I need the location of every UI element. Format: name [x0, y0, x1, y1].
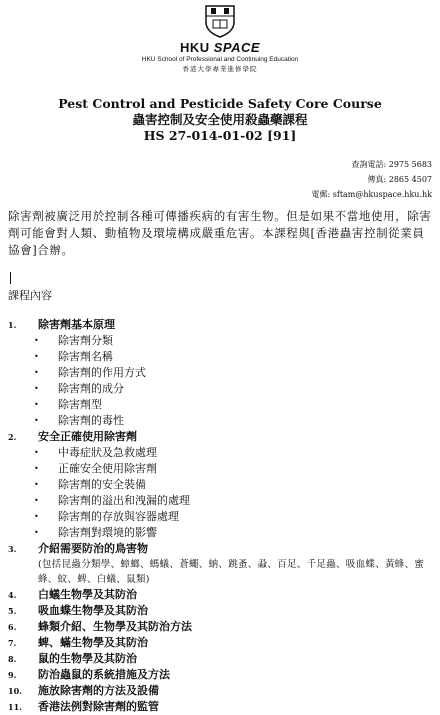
bullet-icon: • — [34, 496, 39, 505]
subitem-text: 除害劑分類 — [58, 334, 113, 347]
subitem-text: 中毒症狀及急救處理 — [58, 446, 157, 459]
outline-item — [8, 603, 436, 619]
item-title: 安全正確使用除害劑 — [38, 430, 137, 443]
item-number: 2. — [8, 432, 17, 442]
bullet-icon: • — [34, 464, 39, 473]
bullet-icon: • — [34, 448, 39, 457]
outline-item — [8, 635, 436, 651]
brand-wordmark — [0, 40, 440, 55]
outline-subitem — [8, 461, 436, 477]
contact-info — [312, 157, 432, 202]
outline-subitem — [8, 349, 436, 365]
item-title: 吸血蝶生物學及其防治 — [38, 604, 148, 617]
school-name-en: HKU School of Professional and Continuing Education — [141, 56, 299, 63]
bullet-icon: • — [34, 416, 39, 425]
outline-item — [8, 429, 436, 445]
outline-subitem — [8, 493, 436, 509]
item-title: 蜱、蟎生物學及其防治 — [38, 636, 148, 649]
item-number: 5. — [8, 606, 17, 616]
item-number: 1. — [8, 320, 17, 330]
outline-subitem — [8, 525, 436, 541]
item-number: 7. — [8, 638, 17, 648]
subitem-text: 除害劑的安全裝備 — [58, 478, 146, 491]
outline-item — [8, 683, 436, 699]
section-heading: 課程內容 — [8, 289, 52, 302]
outline-item — [8, 619, 436, 635]
intro-paragraph: 除害劑被廣泛用於控制各種可傳播疾病的有害生物。但是如果不當地使用，除害劑可能會對人類、動植物及環境構成嚴重危害。本課程與[香港蟲害控制從業員協會]合辦。 — [8, 209, 432, 257]
item-number: 3. — [8, 544, 17, 554]
contact-fax: 傳真: 2865 4507 — [367, 175, 432, 184]
subitem-text: 除害劑的毒性 — [58, 414, 124, 427]
bullet-icon: • — [34, 352, 39, 361]
school-name-zh: 香港大學專業進修學院 — [182, 66, 258, 73]
item-title: 白蟻生物學及其防治 — [38, 588, 137, 601]
outline-subitem — [8, 445, 436, 461]
brand-suffix: SPACE — [213, 40, 261, 55]
outline-item — [8, 587, 436, 603]
subitem-text: 除害劑名稱 — [58, 350, 113, 363]
item-title: 施放除害劑的方法及設備 — [38, 684, 159, 697]
item-number: 11. — [8, 702, 22, 712]
item-title: 防治蟲鼠的系統措施及方法 — [38, 668, 170, 681]
outline-subitem — [8, 509, 436, 525]
outline-subitem — [8, 477, 436, 493]
item-title: 除害劑基本原理 — [38, 318, 115, 331]
subitem-text: 除害劑對環境的影響 — [58, 526, 157, 539]
bullet-icon: • — [34, 384, 39, 393]
outline-subitem — [8, 381, 436, 397]
outline-subitem — [8, 333, 436, 349]
institution-header — [0, 4, 440, 73]
outline-item — [8, 699, 436, 715]
course-titles — [0, 96, 440, 144]
item-number: 9. — [8, 670, 17, 680]
outline-subitem — [8, 413, 436, 429]
brand-prefix: HKU — [179, 40, 210, 55]
subitem-text: 除害劑的成分 — [58, 382, 124, 395]
text-cursor — [10, 272, 11, 284]
outline-subitem — [8, 365, 436, 381]
outline-item — [8, 667, 436, 683]
bullet-icon: • — [34, 368, 39, 377]
university-crest-icon — [202, 4, 238, 38]
item-number: 8. — [8, 654, 17, 664]
subitem-text: 除害劑的溢出和洩漏的處理 — [58, 494, 190, 507]
outline-item — [8, 541, 436, 557]
subitem-text: 除害劑的存放與容器處理 — [58, 510, 179, 523]
bullet-icon: • — [34, 512, 39, 521]
subitem-text: 除害劑型 — [58, 398, 102, 411]
outline-subitem — [8, 397, 436, 413]
item-title: 鼠的生物學及其防治 — [38, 652, 137, 665]
subitem-text: 除害劑的作用方式 — [58, 366, 146, 379]
item-title: 蜂類介紹、生物學及其防治方法 — [38, 620, 192, 633]
outline-item — [8, 651, 436, 667]
course-code: HS 27-014-01-02 [91] — [143, 128, 297, 143]
bullet-icon: • — [34, 528, 39, 537]
item-title: 介紹需要防治的鳥害物 — [38, 542, 148, 555]
item-number: 4. — [8, 590, 17, 600]
course-title-zh: 蟲害控制及安全使用殺蟲藥課程 — [132, 112, 308, 127]
item-number: 6. — [8, 622, 17, 632]
bullet-icon: • — [34, 336, 39, 345]
subitem-text: 正確安全使用除害劑 — [58, 462, 157, 475]
item-detail: (包括昆蟲分類學、蟑螂、螞蟻、蒼蠅、蚋、跳蚤、蝨、百足、千足蟲、吸血蝶、黃蜂、蜜蜂、蚊、蜱、白蟻、鼠類) — [38, 559, 425, 585]
course-title-en: Pest Control and Pesticide Safety Core Course — [58, 96, 382, 111]
contact-email: 電郵: sftam@hkuspace.hku.hk — [311, 190, 432, 199]
course-outline — [8, 317, 436, 715]
bullet-icon: • — [34, 480, 39, 489]
bullet-icon: • — [34, 400, 39, 409]
item-number: 10. — [8, 686, 22, 696]
contact-phone: 查詢電話: 2975 5683 — [351, 160, 432, 169]
outline-item — [8, 317, 436, 333]
item-title: 香港法例對除害劑的監管 — [38, 700, 159, 713]
